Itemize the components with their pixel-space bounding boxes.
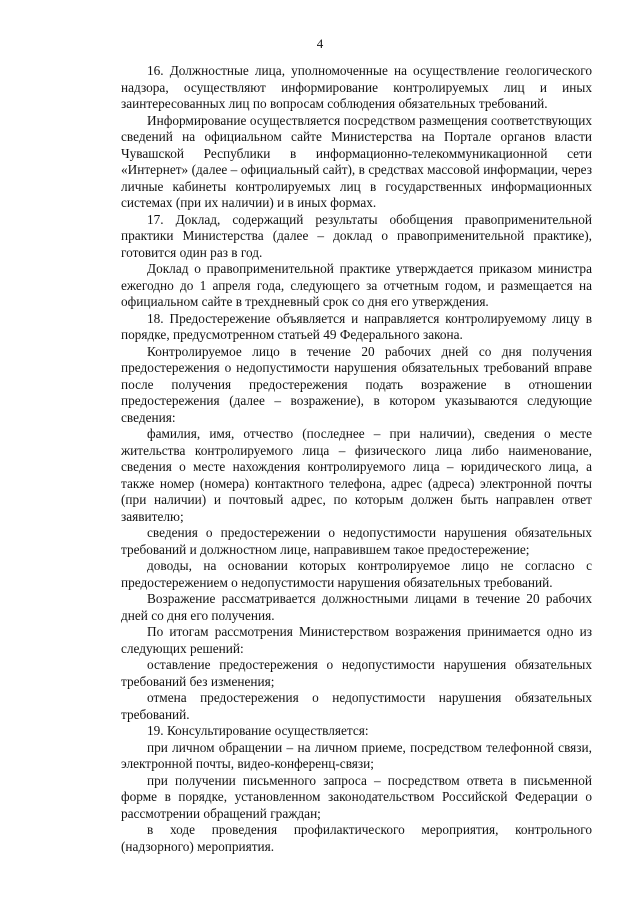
paragraph-consult-3: в ходе проведения профилактического мероприятия, контрольного (надзорного) мероприятия. bbox=[121, 822, 592, 854]
paragraph-objection-review: Возражение рассматривается должностными лицами в течение 20 рабочих дней со дня его получения. bbox=[121, 591, 592, 623]
paragraph-decision-1: оставление предостережения о недопустимости нарушения обязательных требований без изменения; bbox=[121, 657, 592, 689]
paragraph-17: 17. Доклад, содержащий результаты обобщения правоприменительной практики Министерства (далее – доклад о правоприменительной практике), готовится один раз в год. bbox=[121, 211, 592, 260]
paragraph-16: 16. Должностные лица, уполномоченные на осуществление геологического надзора, осуществляют информирование контролируемых лиц и иных заинтересованных лиц по вопросам соблюдения обязательных требований. bbox=[121, 63, 592, 111]
paragraph-objection: Контролируемое лицо в течение 20 рабочих дней со дня получения предостережения о недопустимости нарушения обязательных требований вправе после получения предостережения подать возражение в отношении предостережения (далее – возражение), в котором указываются следующие сведения: bbox=[121, 343, 592, 425]
paragraph-19: 19. Консультирование осуществляется: bbox=[147, 723, 369, 738]
paragraph-consult-1: при личном обращении – на личном приеме, посредством телефонной связи, электронной почты, видео-конференц-связи; bbox=[121, 739, 592, 771]
paragraph-18: 18. Предостережение объявляется и направляется контролируемому лицу в порядке, предусмотренном статьей 49 Федерального закона. bbox=[121, 310, 592, 342]
page-number: 4 bbox=[316, 36, 324, 51]
paragraph-report-approval: Доклад о правоприменительной практике утверждается приказом министра ежегодно до 1 апреля года, следующего за отчетным годом, и размещается на официальном сайте в трехдневный срок со дня его утверждения. bbox=[121, 261, 592, 309]
paragraph-objection-item-1: фамилия, имя, отчество (последнее – при наличии), сведения о месте жительства контролируемого лица – физического лица либо наименование, сведения о месте нахождения контролируемого лица – юридического лица, а также номер (номера) контактного телефона, адрес (адреса) электронной почты (при наличии) и почтовый адрес, по которым должен быть направлен ответ заявителю; bbox=[121, 426, 592, 524]
paragraph-objection-item-3: доводы, на основании которых контролируемое лицо не согласно с предостережением о недопустимости нарушения обязательных требований. bbox=[121, 558, 592, 590]
paragraph-decision-2: отмена предостережения о недопустимости нарушения обязательных требований. bbox=[121, 690, 592, 722]
paragraph-consult-2: при получении письменного запроса – посредством ответа в письменной форме в порядке, установленном законодательством Российской Федерации о рассмотрении обращений граждан; bbox=[121, 772, 592, 821]
paragraph-decisions: По итогам рассмотрения Министерством возражения принимается одно из следующих решений: bbox=[121, 624, 592, 656]
paragraph-informing: Информирование осуществляется посредством размещения соответствующих сведений на официальном сайте Министерства на Портале органов власти Чувашской Республики в информационно-телекоммуникационной сети «Интернет» (далее – официальный сайт), в средствах массовой информации, через личные кабинеты контролируемых лиц в государственных информационных системах (при их наличии) и в иных формах. bbox=[121, 112, 592, 210]
paragraph-objection-item-2: сведения о предостережении о недопустимости нарушения обязательных требований и должностном лице, направившем такое предостережение; bbox=[121, 525, 592, 557]
document-body bbox=[121, 63, 592, 855]
